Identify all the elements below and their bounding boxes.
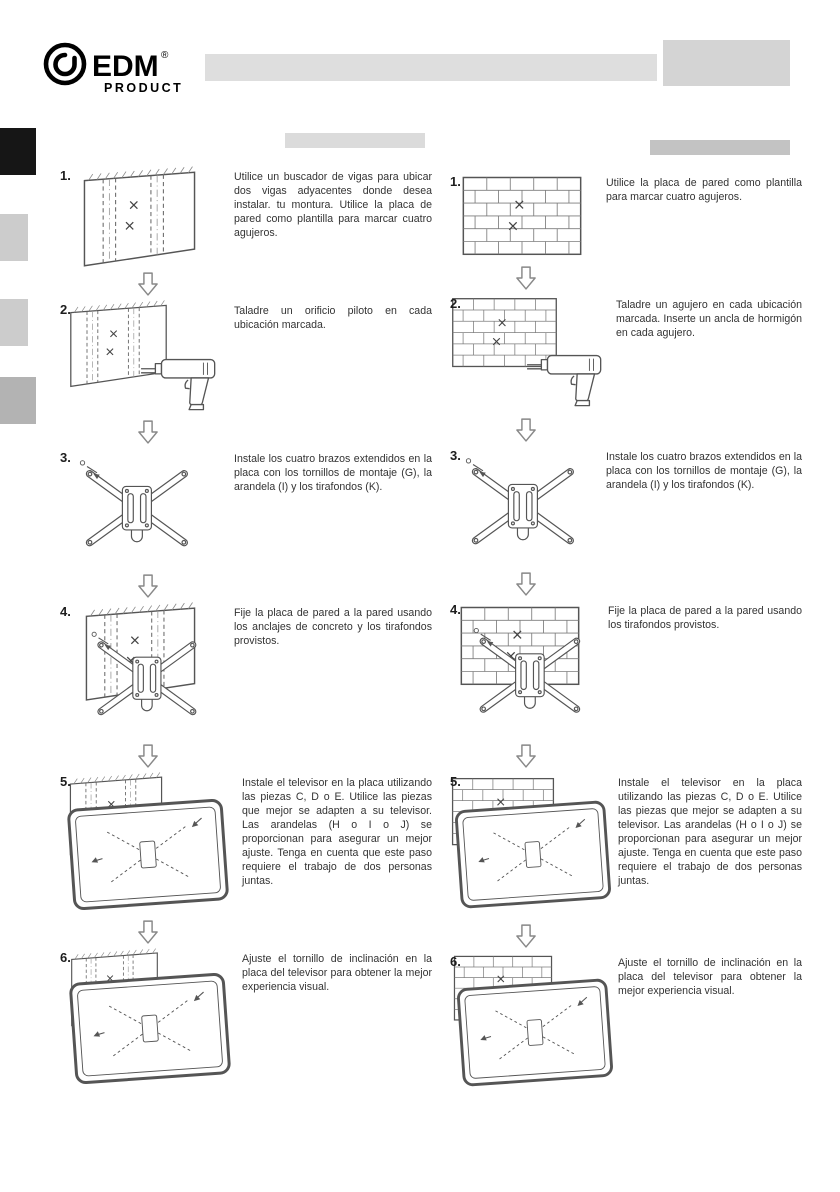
step	[58, 602, 432, 742]
down-arrow-icon	[516, 924, 536, 948]
step-number: 1.	[450, 174, 461, 189]
step-text: Instale el televisor en la placa utilizando las piezas C, D o E. Utilice las piezas que mejor se adapten a su televisor. Las arandelas (H o I o J) se proporcionan para asegurar un mejor ajuste. Tenga en cuenta que este paso requiere el trabajo de dos personas juntas.	[618, 777, 802, 887]
step-text: Fije la placa de pared a la pared usando los tirafondos provistos.	[608, 605, 802, 631]
figure-wall-plate-mounted-brick	[448, 600, 608, 742]
step-number: 2.	[450, 296, 461, 311]
logo-registered-mark: ®	[161, 50, 169, 61]
section-header-drywall	[285, 133, 425, 148]
step	[448, 952, 802, 1100]
step-text: Instale los cuatro brazos extendidos en la placa con los tornillos de montaje (G), la arandela (I) y los tirafondos (K).	[234, 453, 432, 493]
figure-tv-tilt-brick	[448, 952, 618, 1100]
down-arrow-icon	[138, 574, 158, 598]
step	[58, 300, 432, 418]
step-number: 3.	[450, 448, 461, 463]
down-arrow-icon	[516, 744, 536, 768]
figure-drill-brick	[448, 294, 616, 416]
step-text: Instale los cuatro brazos extendidos en la placa con los tornillos de montaje (G), la arandela (I) y los tirafondos (K).	[606, 451, 802, 491]
step-number: 2.	[60, 302, 71, 317]
step-number: 3.	[60, 450, 71, 465]
down-arrow-icon	[516, 266, 536, 290]
step-text: Taladre un orificio piloto en cada ubicación marcada.	[234, 305, 432, 331]
page-edge-tab-2	[0, 214, 28, 261]
logo-mark-icon	[46, 45, 84, 83]
figure-tv-install-brick	[448, 772, 618, 922]
edm-logo	[40, 34, 202, 103]
step-text: Utilice un buscador de vigas para ubicar dos vigas adyacentes donde desea instalar. tu montura. Utilice la placa de pared como plantilla para marcar cuatro agujeros.	[234, 171, 432, 239]
step-text: Utilice la placa de pared como plantilla para marcar cuatro agujeros.	[606, 177, 802, 203]
step-number: 5.	[450, 774, 461, 789]
step	[448, 772, 802, 922]
step	[58, 166, 432, 270]
down-arrow-icon	[516, 572, 536, 596]
step-text: Instale el televisor en la placa utilizando las piezas C, D o E. Utilice las piezas que mejor se adapten a su televisor. Las arandelas (H o I o J) se proporcionan para asegurar un mejor ajuste. Tenga en cuenta que este paso requiere el trabajo de dos personas juntas.	[242, 777, 432, 887]
column-drywall-steps	[58, 166, 432, 1092]
down-arrow-icon	[138, 272, 158, 296]
step	[448, 446, 802, 570]
step-number: 1.	[60, 168, 71, 183]
page-edge-tab-1	[0, 128, 36, 175]
logo-brand-text: EDM	[92, 50, 159, 83]
step	[58, 948, 432, 1092]
header-right-box	[663, 40, 790, 86]
step	[58, 772, 432, 918]
figure-tv-install-stud	[58, 772, 242, 918]
step-number: 4.	[450, 602, 461, 617]
down-arrow-icon	[138, 920, 158, 944]
step-number: 4.	[60, 604, 71, 619]
figure-tv-tilt-stud	[58, 948, 242, 1092]
page-edge-tab-3	[0, 299, 28, 346]
column-brick-steps	[448, 172, 802, 1100]
page-edge-tab-4	[0, 377, 36, 424]
step-number: 5.	[60, 774, 71, 789]
step-text: Ajuste el tornillo de inclinación en la placa del televisor para obtener la mejor experiencia visual.	[242, 953, 432, 993]
step-number: 6.	[60, 950, 71, 965]
figure-brick-wall-marking	[448, 172, 606, 264]
step	[448, 600, 802, 742]
step	[58, 448, 432, 572]
figure-bracket-arms	[58, 448, 234, 572]
step	[448, 172, 802, 264]
header-title-bar	[205, 54, 657, 81]
step-text: Taladre un agujero en cada ubicación marcada. Inserte un ancla de hormigón en cada agujero.	[616, 299, 802, 339]
figure-drill-pilot-hole	[58, 300, 234, 418]
logo-subtitle-text: PRODUCT	[104, 81, 184, 95]
figure-wall-plate-mounted-stud	[58, 602, 234, 742]
step-text: Ajuste el tornillo de inclinación en la placa del televisor para obtener la mejor experiencia visual.	[618, 957, 802, 997]
section-header-brick	[650, 140, 790, 155]
step	[448, 294, 802, 416]
figure-bracket-arms	[448, 446, 606, 570]
down-arrow-icon	[138, 744, 158, 768]
step-text: Fije la placa de pared a la pared usando los anclajes de concreto y los tirafondos provistos.	[234, 607, 432, 647]
down-arrow-icon	[138, 420, 158, 444]
figure-stud-wall-marking	[58, 166, 234, 270]
down-arrow-icon	[516, 418, 536, 442]
step-number: 6.	[450, 954, 461, 969]
